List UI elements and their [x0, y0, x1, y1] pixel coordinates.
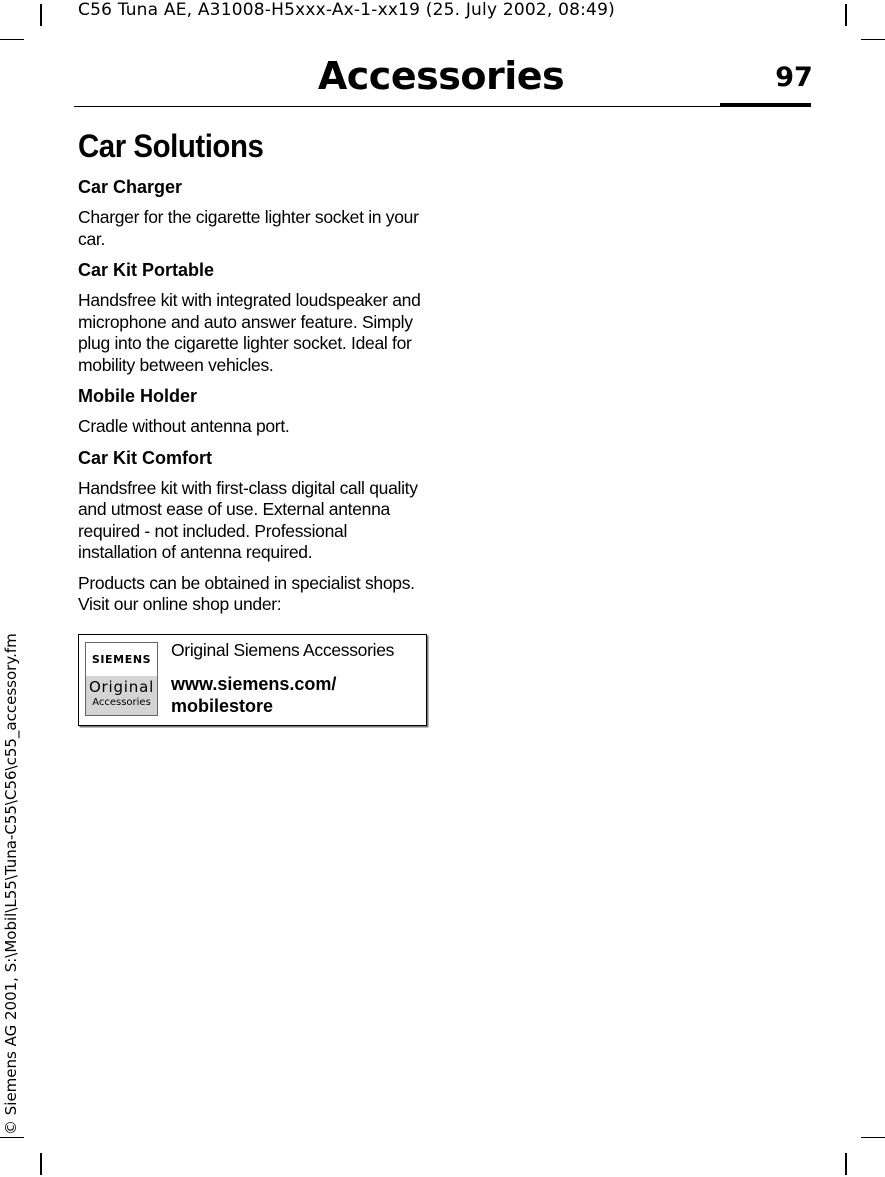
header-rule [74, 106, 722, 107]
crop-mark [0, 1137, 24, 1138]
logo-brand: SIEMENS [91, 653, 152, 666]
crop-mark [861, 1137, 885, 1138]
accessory-list [78, 176, 428, 625]
section-title: Car Solutions [78, 128, 264, 164]
item-title: Mobile Holder [78, 386, 198, 406]
accessory-item-car-kit-portable [78, 259, 428, 376]
accessory-item-car-charger [78, 176, 428, 250]
box-title: Original Siemens Accessories [171, 640, 395, 660]
copyright-file-path: © Siemens AG 2001, S:\Mobil\L55\Tuna-C55\C56\c55_accessory.fm [2, 633, 20, 1135]
closing-text: Products can be obtained in specialist shops. Visit our online shop under: [78, 572, 415, 614]
item-title: Car Charger [78, 177, 183, 197]
logo-accessories-text: Accessories [92, 697, 151, 708]
crop-mark [845, 4, 847, 26]
accessory-item-car-kit-comfort [78, 447, 428, 564]
page-number-rule [720, 103, 811, 107]
item-description: Cradle without antenna port. [78, 416, 290, 436]
crop-mark [845, 1153, 847, 1175]
page-number: 97 [775, 62, 813, 93]
online-shop-link[interactable]: www.siemens.com/ mobilestore [171, 674, 337, 716]
accessory-item-mobile-holder [78, 385, 428, 438]
logo-original-text: Original [88, 678, 155, 696]
crop-mark [40, 1153, 42, 1175]
crop-mark [861, 39, 885, 40]
item-title: Car Kit Portable [78, 260, 215, 280]
item-description: Handsfree kit with integrated loudspeaker and microphone and auto answer feature. Simply plug into the cigarette lighter socket. Ideal for mobility between vehicles. [78, 290, 421, 375]
document-meta: C56 Tuna AE, A31008-H5xxx-Ax-1-xx19 (25. July 2002, 08:49) [78, 0, 615, 20]
item-description: Charger for the cigarette lighter socket in your car. [78, 207, 419, 249]
item-description: Handsfree kit with first-class digital call quality and utmost ease of use. External antenna required - not included. Professional installation of antenna required. [78, 477, 418, 562]
crop-mark [40, 4, 42, 26]
item-title: Car Kit Comfort [78, 447, 212, 468]
siemens-original-accessories-logo [85, 642, 158, 716]
crop-mark [0, 39, 24, 40]
running-title: Accessories [317, 54, 565, 98]
online-shop-box [78, 634, 427, 726]
